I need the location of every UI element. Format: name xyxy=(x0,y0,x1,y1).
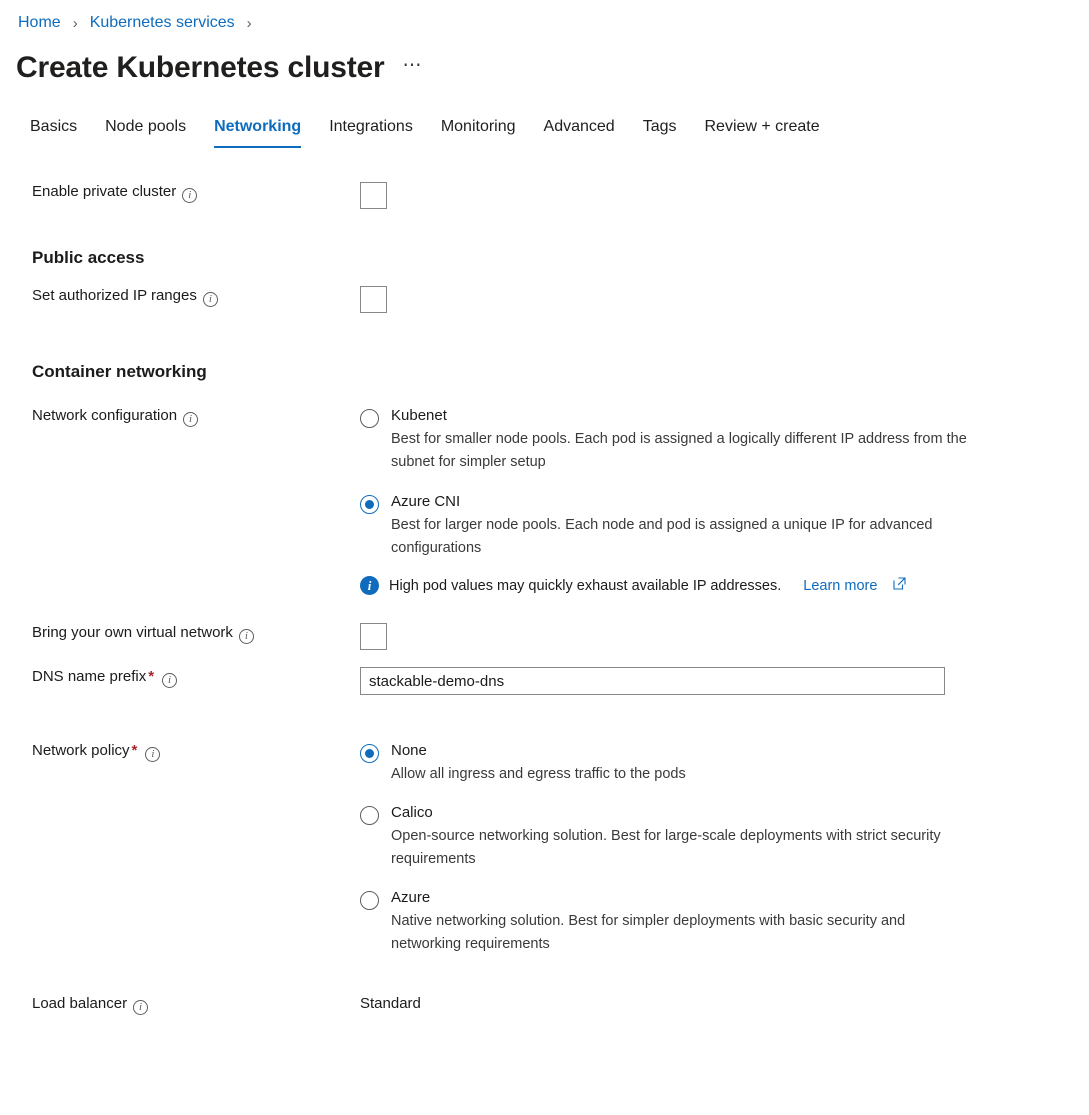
enable-private-cluster-label: Enable private cluster xyxy=(32,183,177,200)
info-icon[interactable]: i xyxy=(183,412,198,427)
control-network-policy xyxy=(360,741,1089,960)
control-enable-private-cluster xyxy=(360,182,1089,214)
breadcrumb-item-kubernetes-services[interactable]: Kubernetes services xyxy=(89,14,235,31)
pod-values-note-text: High pod values may quickly exhaust available IP addresses. xyxy=(389,577,782,594)
network-policy-azure-radio[interactable] xyxy=(360,891,379,910)
authorized-ip-ranges-checkbox[interactable] xyxy=(360,286,387,313)
page-title: Create Kubernetes cluster xyxy=(16,51,385,84)
chevron-right-icon: › xyxy=(72,14,78,32)
azure-cni-description: Best for larger node pools. Each node and pod is assigned a unique IP for advanced configurations xyxy=(391,517,933,556)
info-icon[interactable]: i xyxy=(203,292,218,307)
tab-basics[interactable]: Basics xyxy=(30,118,78,135)
network-policy-none-radio[interactable] xyxy=(360,744,379,763)
field-load-balancer xyxy=(0,994,1089,1015)
info-icon[interactable]: i xyxy=(162,673,177,688)
network-policy-calico-description: Open-source networking solution. Best for large-scale deployments with strict security requirements xyxy=(391,828,941,867)
network-policy-azure-title: Azure xyxy=(391,889,431,906)
radio-option-azure-cni[interactable] xyxy=(360,492,1069,560)
network-policy-calico-body xyxy=(391,803,976,871)
radio-option-kubenet[interactable] xyxy=(360,406,1069,474)
bring-own-vnet-label: Bring your own virtual network xyxy=(32,624,233,641)
network-policy-none-description: Allow all ingress and egress traffic to the pods xyxy=(391,766,686,782)
network-policy-calico-title: Calico xyxy=(391,804,433,821)
tab-bar xyxy=(0,86,1089,148)
section-heading-container-networking: Container networking xyxy=(32,362,207,381)
network-configuration-label: Network configuration xyxy=(32,407,178,424)
network-configuration-radio-group xyxy=(360,406,1069,595)
network-policy-azure-body xyxy=(391,888,976,956)
tab-networking[interactable]: Networking xyxy=(200,118,315,148)
network-policy-azure-description: Native networking solution. Best for simpler deployments with basic security and networking requirements xyxy=(391,913,906,952)
required-marker: * xyxy=(131,742,138,759)
breadcrumb xyxy=(0,0,1089,38)
label-dns-name-prefix xyxy=(0,667,360,688)
network-policy-label: Network policy xyxy=(32,742,130,759)
control-bring-own-vnet xyxy=(360,623,1089,655)
info-icon[interactable]: i xyxy=(182,188,197,203)
control-dns-name-prefix xyxy=(360,667,1089,695)
page-title-row xyxy=(0,38,1089,86)
networking-form xyxy=(0,148,1089,1015)
more-options-icon[interactable]: ⋯ xyxy=(402,55,424,76)
load-balancer-label: Load balancer xyxy=(32,995,128,1012)
label-authorized-ip-ranges xyxy=(0,286,360,307)
kubenet-description: Best for smaller node pools. Each pod is assigned a logically different IP address from the subnet for simpler setup xyxy=(391,431,967,470)
learn-more-link[interactable]: Learn more xyxy=(803,577,878,594)
info-icon[interactable]: i xyxy=(145,747,160,762)
label-enable-private-cluster xyxy=(0,182,360,203)
kubenet-body xyxy=(391,406,976,474)
control-network-configuration xyxy=(360,406,1089,595)
breadcrumb-item-home[interactable]: Home xyxy=(18,14,61,31)
bring-own-vnet-checkbox[interactable] xyxy=(360,623,387,650)
field-network-configuration xyxy=(0,406,1089,595)
info-icon[interactable]: i xyxy=(133,1000,148,1015)
field-enable-private-cluster xyxy=(0,182,1089,214)
radio-option-azure[interactable] xyxy=(360,888,1069,956)
required-marker: * xyxy=(148,668,155,685)
radio-option-none[interactable] xyxy=(360,741,1069,786)
network-policy-none-body xyxy=(391,741,686,786)
pod-values-note xyxy=(360,576,1069,595)
label-network-configuration xyxy=(0,406,360,427)
dns-name-prefix-input[interactable] xyxy=(360,667,945,695)
tab-tags[interactable]: Tags xyxy=(642,118,677,135)
label-bring-own-vnet xyxy=(0,623,360,644)
external-link-icon xyxy=(893,577,906,594)
enable-private-cluster-checkbox[interactable] xyxy=(360,182,387,209)
load-balancer-value: Standard xyxy=(360,995,421,1012)
azure-cni-body xyxy=(391,492,976,560)
control-authorized-ip-ranges xyxy=(360,286,1089,318)
tab-review-create[interactable]: Review + create xyxy=(704,118,820,135)
tab-node-pools[interactable]: Node pools xyxy=(105,118,187,135)
network-policy-none-title: None xyxy=(391,742,427,759)
control-load-balancer xyxy=(360,994,1089,1014)
field-network-policy xyxy=(0,741,1089,960)
info-circle-icon: i xyxy=(360,576,379,595)
network-policy-radio-group xyxy=(360,741,1069,956)
tab-integrations[interactable]: Integrations xyxy=(329,118,413,135)
tab-monitoring[interactable]: Monitoring xyxy=(440,118,516,135)
field-bring-own-vnet xyxy=(0,623,1089,655)
radio-option-calico[interactable] xyxy=(360,803,1069,871)
azure-cni-title: Azure CNI xyxy=(391,493,461,510)
azure-cni-radio[interactable] xyxy=(360,495,379,514)
label-load-balancer xyxy=(0,994,360,1015)
network-policy-calico-radio[interactable] xyxy=(360,806,379,825)
info-icon[interactable]: i xyxy=(239,629,254,644)
tab-advanced[interactable]: Advanced xyxy=(543,118,615,135)
chevron-right-icon: › xyxy=(246,14,252,32)
dns-name-prefix-label: DNS name prefix xyxy=(32,668,147,685)
kubenet-title: Kubenet xyxy=(391,407,447,424)
field-dns-name-prefix xyxy=(0,667,1089,695)
label-network-policy xyxy=(0,741,360,762)
field-authorized-ip-ranges xyxy=(0,286,1089,318)
authorized-ip-ranges-label: Set authorized IP ranges xyxy=(32,287,197,304)
kubenet-radio[interactable] xyxy=(360,409,379,428)
section-heading-public-access: Public access xyxy=(32,248,145,267)
